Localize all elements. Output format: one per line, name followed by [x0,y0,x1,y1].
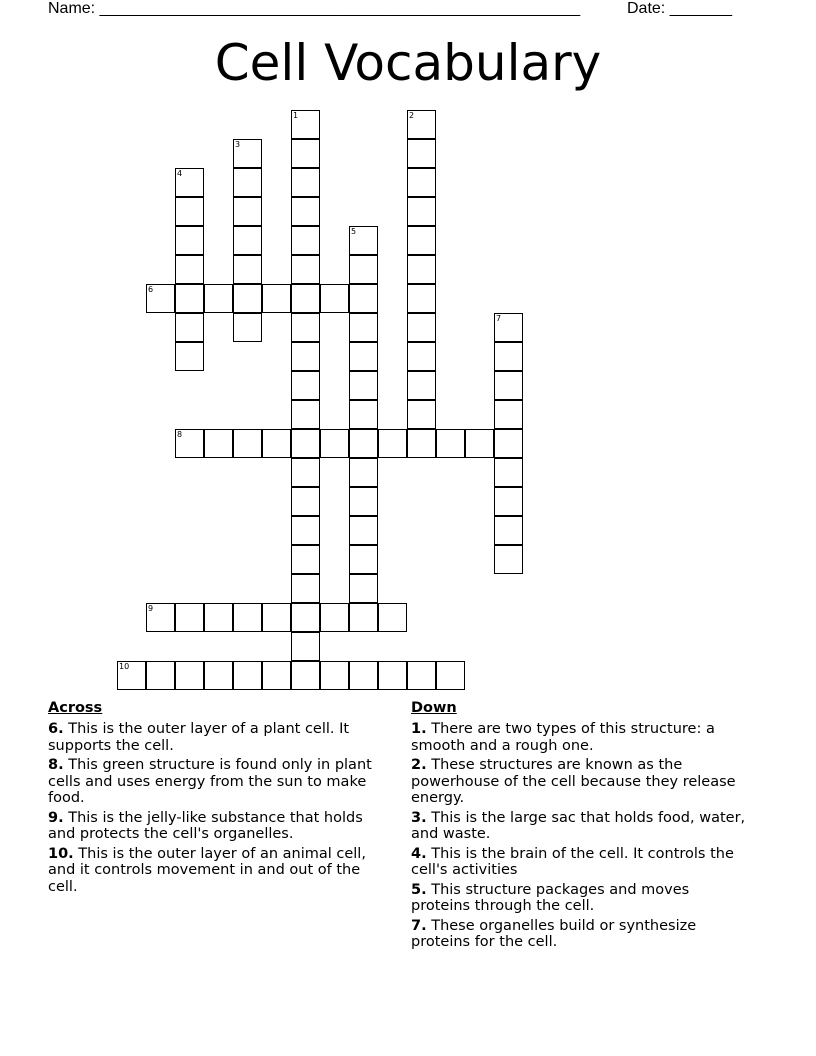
clue-text: This is the outer layer of an animal cell, and it controls movement in and out of the cell. [48,845,366,895]
grid-cell[interactable] [320,429,349,458]
grid-cell[interactable] [349,226,378,255]
grid-cell[interactable] [175,313,204,342]
grid-cell[interactable] [175,342,204,371]
clue-number: 10. [48,845,74,862]
clue-text: This structure packages and moves proteins through the cell. [411,881,690,914]
grid-cell[interactable] [291,226,320,255]
grid-cell[interactable] [407,255,436,284]
clue-number: 4. [411,845,427,862]
across-heading: Across [48,700,103,716]
page-title: Cell Vocabulary [214,34,602,92]
clue-text: This is the jelly-like substance that holds and protects the cell's organelles. [48,809,363,842]
grid-cell[interactable] [233,168,262,197]
grid-cell[interactable] [146,284,175,313]
clue-number: 5. [411,881,427,898]
grid-cell[interactable] [436,661,465,690]
grid-cell[interactable] [291,342,320,371]
grid-cell[interactable] [320,603,349,632]
grid-cell[interactable] [407,429,436,458]
grid-cell[interactable] [233,226,262,255]
grid-cell[interactable] [349,458,378,487]
grid-cell[interactable] [320,284,349,313]
across-clues [48,700,388,898]
grid-cell[interactable] [291,139,320,168]
grid-cell[interactable] [204,603,233,632]
cell-number: 1 [293,111,299,120]
grid-cell[interactable] [407,226,436,255]
grid-cell[interactable] [349,313,378,342]
grid-cell[interactable] [494,342,523,371]
name-field[interactable]: Name: ______________________________________________________ [48,0,581,17]
clue-text: This is the outer layer of a plant cell. It supports the cell. [48,721,350,754]
grid-cell[interactable] [291,574,320,603]
clue-across-8 [48,757,388,807]
grid-cell[interactable] [349,516,378,545]
cell-number: 6 [148,285,154,294]
grid-cell[interactable] [407,197,436,226]
grid-cell[interactable] [349,400,378,429]
grid-cell[interactable] [233,603,262,632]
grid-cell[interactable] [233,313,262,342]
clue-text: This is the large sac that holds food, water, and waste. [411,809,746,842]
clue-down-7 [411,918,751,951]
grid-cell[interactable] [320,661,349,690]
clue-text: This green structure is found only in plant cells and uses energy from the sun to make food. [48,757,372,806]
grid-cell[interactable] [407,284,436,313]
down-clues [411,700,751,954]
clue-down-1 [411,721,751,754]
clue-number: 8. [48,757,64,773]
grid-cell[interactable] [407,168,436,197]
grid-cell[interactable] [349,487,378,516]
grid-cell[interactable] [291,487,320,516]
clue-number: 6. [48,721,64,737]
grid-cell[interactable] [262,284,291,313]
grid-cell[interactable] [349,661,378,690]
clue-across-9 [48,810,388,843]
grid-cell[interactable] [494,487,523,516]
clue-text: This is the brain of the cell. It controls the cell's activities [411,845,734,878]
grid-cell[interactable] [378,661,407,690]
grid-cell[interactable] [407,110,436,139]
grid-cell[interactable] [146,661,175,690]
clue-across-10 [48,846,388,896]
grid-cell[interactable] [494,400,523,429]
grid-cell[interactable] [407,139,436,168]
grid-cell[interactable] [233,197,262,226]
grid-cell[interactable] [494,545,523,574]
grid-cell[interactable] [349,255,378,284]
grid-cell[interactable] [407,661,436,690]
grid-cell[interactable] [465,429,494,458]
grid-cell[interactable] [291,632,320,661]
clue-number: 7. [411,917,427,934]
grid-cell[interactable] [175,197,204,226]
grid-cell[interactable] [494,458,523,487]
grid-cell[interactable] [146,603,175,632]
cell-number: 4 [177,169,183,178]
grid-cell[interactable] [262,429,291,458]
clue-number: 9. [48,809,64,826]
grid-cell[interactable] [349,574,378,603]
grid-cell[interactable] [436,429,465,458]
grid-cell[interactable] [233,255,262,284]
grid-cell[interactable] [349,284,378,313]
grid-cell[interactable] [204,284,233,313]
grid-cell[interactable] [494,313,523,342]
grid-cell[interactable] [407,400,436,429]
grid-cell[interactable] [494,371,523,400]
clue-text: These structures are known as the powerhouse of the cell because they release energy. [411,757,736,806]
grid-cell[interactable] [291,603,320,632]
grid-cell[interactable] [175,429,204,458]
grid-cell[interactable] [291,255,320,284]
date-field[interactable]: Date: _______ [627,0,732,17]
grid-cell[interactable] [407,313,436,342]
grid-cell[interactable] [291,429,320,458]
cell-number: 8 [177,430,183,439]
grid-cell[interactable] [175,603,204,632]
cell-number: 5 [351,227,357,236]
grid-cell[interactable] [349,342,378,371]
clue-down-5 [411,882,751,915]
grid-cell[interactable] [175,661,204,690]
grid-cell[interactable] [291,197,320,226]
grid-cell[interactable] [117,661,146,690]
grid-cell[interactable] [291,371,320,400]
grid-cell[interactable] [494,429,523,458]
grid-cell[interactable] [291,458,320,487]
grid-cell[interactable] [378,429,407,458]
grid-cell[interactable] [291,313,320,342]
grid-cell[interactable] [407,342,436,371]
clue-number: 1. [411,721,427,737]
grid-cell[interactable] [291,400,320,429]
grid-cell[interactable] [233,661,262,690]
cell-number: 2 [409,111,415,120]
cell-number: 9 [148,604,154,613]
cell-number: 10 [119,662,130,671]
grid-cell[interactable] [233,284,262,313]
grid-cell[interactable] [349,545,378,574]
grid-cell[interactable] [494,516,523,545]
clue-text: These organelles build or synthesize proteins for the cell. [411,917,697,950]
grid-cell[interactable] [291,284,320,313]
clue-across-6 [48,721,388,754]
clue-down-4 [411,846,751,879]
grid-cell[interactable] [349,603,378,632]
grid-cell[interactable] [233,429,262,458]
grid-cell[interactable] [378,603,407,632]
cell-number: 3 [235,140,241,149]
grid-cell[interactable] [175,168,204,197]
grid-cell[interactable] [175,255,204,284]
clue-number: 2. [411,757,427,773]
cell-number: 7 [496,314,502,323]
grid-cell[interactable] [262,603,291,632]
grid-cell[interactable] [407,371,436,400]
grid-cell[interactable] [175,284,204,313]
grid-cell[interactable] [291,516,320,545]
grid-cell[interactable] [204,661,233,690]
grid-cell[interactable] [349,429,378,458]
clue-number: 3. [411,809,427,826]
grid-cell[interactable] [175,226,204,255]
grid-cell[interactable] [349,371,378,400]
grid-cell[interactable] [291,110,320,139]
grid-cell[interactable] [233,139,262,168]
clue-text: There are two types of this structure: a smooth and a rough one. [411,721,715,754]
grid-cell[interactable] [291,168,320,197]
down-heading: Down [411,700,457,716]
grid-cell[interactable] [291,545,320,574]
header [0,0,816,21]
grid-cell[interactable] [262,661,291,690]
clue-down-3 [411,810,751,843]
grid-cell[interactable] [204,429,233,458]
clue-down-2 [411,757,751,807]
grid-cell[interactable] [291,661,320,690]
